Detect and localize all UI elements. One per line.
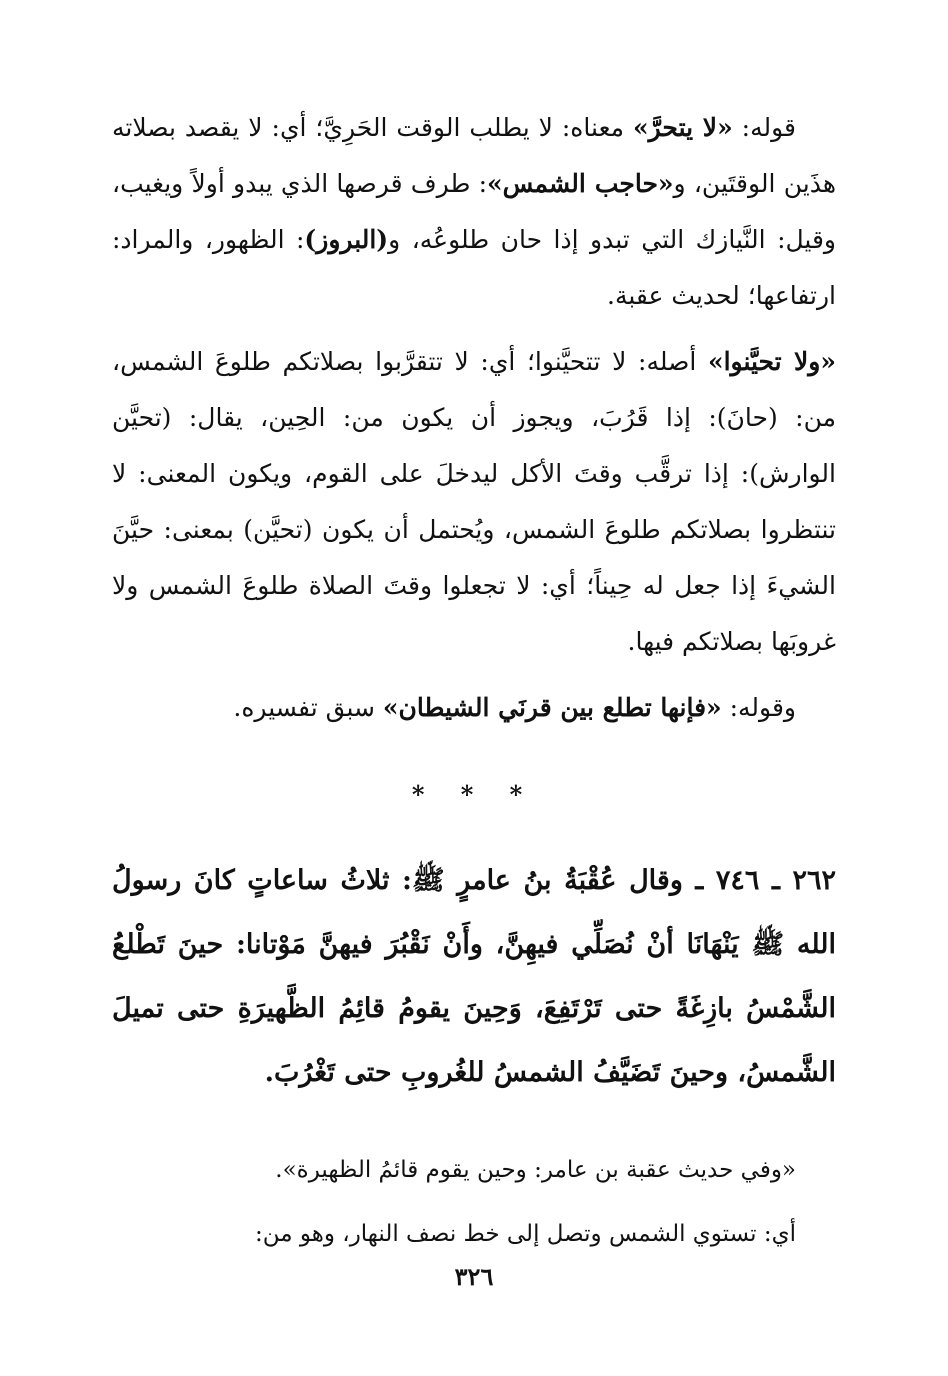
- commentary-line: «وفي حديث عقبة بن عامر: وحين يقوم قائمُ الظهيرة».: [275, 1157, 796, 1183]
- explanation-section: [112, 100, 836, 736]
- quoted-term: «ولا تحيَّنوا»: [707, 347, 836, 376]
- quoted-term: «حاجب الشمس»: [487, 169, 674, 198]
- paragraph-text: وقوله:: [721, 693, 796, 722]
- quoted-term: «لا يتحرَّ»: [633, 113, 733, 142]
- commentary-section: [112, 1143, 836, 1261]
- paragraph-text: : طرف قرصها الذي يبدو أولاً ويغيب، وقيل: النَّيازك التي تبدو إذا حان طلوعُه، و: [112, 169, 836, 254]
- page-number: ٣٢٦: [454, 1262, 494, 1291]
- paragraph-text: سبق تفسيره.: [233, 693, 383, 722]
- quoted-term: «فإنها تطلع بين قرنَي الشيطان»: [382, 693, 722, 722]
- explanation-paragraph: [112, 334, 836, 670]
- explanation-paragraph: [112, 680, 836, 736]
- explanation-paragraph: [112, 100, 836, 324]
- hadith-text: ٢٦٢ ـ ٧٤٦ ـ وقال عُقْبَةُ بنُ عامرٍ ﷺ: ثلاثُ ساعاتٍ كانَ رسولُ الله ﷺ يَنْهَانَا أنْ نُصَلِّي فيهِنَّ، وأَنْ نَقْبُرَ فيهنَّ مَوْتانا: حينَ تَطْلعُ الشَّمْسُ بازِغَةً حتى تَرْتَفِعَ، وَحِينَ يقومُ قائِمُ الظَّهيرَةِ حتى تميلَ الشَّمسُ، وحينَ تَضَيَّفُ الشمسُ للغُروبِ حتى تَغْرُبَ.: [112, 865, 836, 1088]
- section-separator: * * *: [411, 780, 537, 809]
- paragraph-text: قوله:: [732, 113, 796, 142]
- paragraph-text: : الظهور، والمراد: ارتفاعها؛ لحديث عقبة.: [112, 225, 836, 310]
- quoted-term: (البروز): [304, 225, 389, 254]
- commentary-line: أي: تستوي الشمس وتصل إلى خط نصف النهار، وهو من:: [254, 1221, 796, 1247]
- paragraph-text: معناه: لا يطلب الوقت الحَرِيَّ؛ أي: لا يقصد بصلاته هذَين الوقتَين، و: [112, 113, 836, 198]
- paragraph-text: أصله: لا تتحيَّنوا؛ أي: لا تتقرَّبوا بصلاتكم طلوعَ الشمس، من: (حانَ): إذا قَرُبَ، ويجوز أن يكون من: الحِين، يقال: (تحيَّن الوارش): إذا ترقَّب وقتَ الأكل ليدخلَ على القوم، ويكون المعنى: لا تنتظروا بصلاتكم طلوعَ الشمس، ويُحتمل أن يكون (تحيَّن) بمعنى: حيَّنَ الشيءَ إذا جعل له حِيناً؛ أي: لا تجعلوا وقتَ الصلاة طلوعَ الشمس ولا غروبَها بصلاتكم فيها.: [112, 347, 836, 656]
